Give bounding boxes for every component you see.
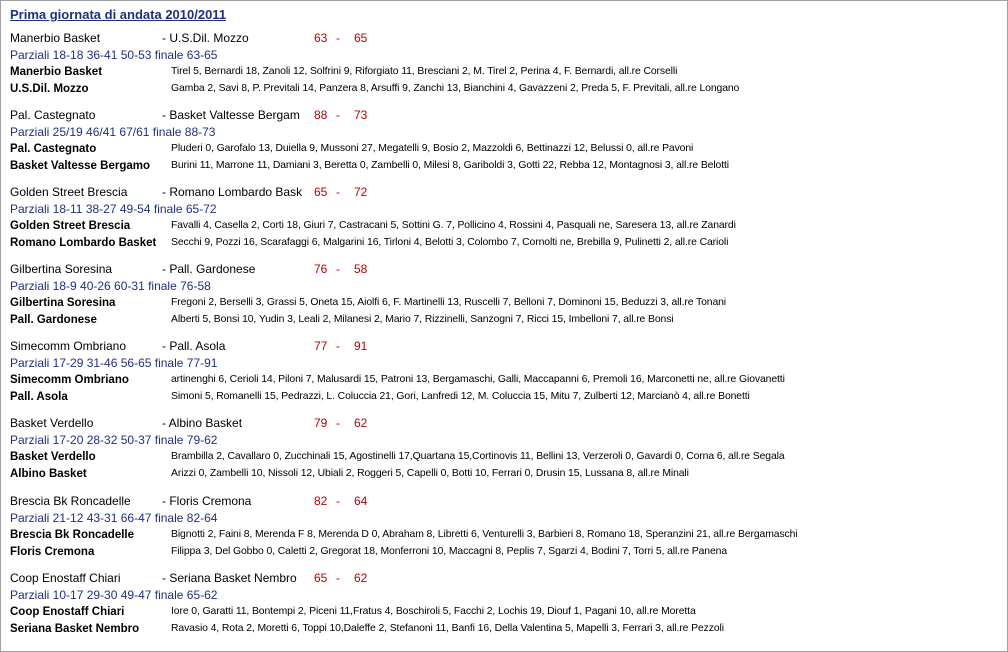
home-team: Simecomm Ombriano — [10, 339, 127, 353]
roster-team-name: Brescia Bk Roncadelle — [10, 529, 135, 541]
partial-scores: Parziali 18-9 40-26 60-31 finale 76-58 — [10, 279, 211, 293]
roster-players: Alberti 5, Bonsi 10, Yudin 3, Leali 2, Milanesi 2, Mario 7, Rizzinelli, Sanzogni 7, Ricci 15, Imbelloni 7, all.re Bonsi — [171, 314, 674, 325]
partial-scores: Parziali 18-11 38-27 49-54 finale 65-72 — [10, 202, 217, 216]
roster-team-name: Golden Street Brescia — [10, 220, 131, 232]
home-team: Pal. Castegnato — [10, 108, 96, 122]
roster-players: Gamba 2, Savi 8, P. Previtali 14, Panzera 8, Arsuffi 9, Zanchi 13, Bianchini 4, Gavazzeni 2, Preda 5, F. Previtali, all.re Longano — [171, 83, 740, 94]
score-separator: - — [336, 185, 340, 199]
away-score: 64 — [354, 494, 368, 508]
roster-team-name: Coop Enostaff Chiari — [10, 606, 125, 618]
away-team: - Seriana Basket Nembro — [162, 571, 297, 585]
score-separator: - — [336, 31, 340, 45]
home-team: Manerbio Basket — [10, 31, 101, 45]
home-score: 65 — [314, 185, 328, 199]
home-score: 76 — [314, 262, 328, 276]
roster-players: Ravasio 4, Rota 2, Moretti 6, Toppi 10,Daleffe 2, Stefanoni 11, Banfi 16, Della Valentina 5, Mapelli 3, Ferrari 3, all.re Pezzoli — [171, 623, 724, 634]
roster-team-name: Floris Cremona — [10, 546, 95, 558]
home-team: Golden Street Brescia — [10, 185, 128, 199]
roster-team-name: Pall. Gardonese — [10, 314, 97, 326]
partial-scores: Parziali 17-29 31-46 56-65 finale 77-91 — [10, 356, 218, 370]
home-score: 63 — [314, 31, 328, 45]
roster-team-name: Pall. Asola — [10, 391, 68, 403]
partial-scores: Parziali 17-20 28-32 50-37 finale 79-62 — [10, 433, 218, 447]
away-score: 62 — [354, 571, 368, 585]
roster-players: Pluderi 0, Garofalo 13, Duiella 9, Mussoni 27, Megatelli 9, Bosio 2, Mazzoldi 6, Bettinazzi 12, Belussi 0, all.re Pavoni — [171, 143, 694, 154]
away-score: 58 — [354, 262, 368, 276]
home-team: Coop Enostaff Chiari — [10, 571, 121, 585]
roster-team-name: Albino Basket — [10, 468, 87, 480]
roster-players: artinenghi 6, Cerioli 14, Piloni 7, Malusardi 15, Patroni 13, Bergamaschi, Galli, Maccapanni 6, Premoli 16, Marconetti ne, all.re Giovanetti — [171, 374, 785, 385]
roster-team-name: Basket Verdello — [10, 451, 96, 463]
away-team: - Romano Lombardo Bask — [162, 185, 303, 199]
away-score: 62 — [354, 416, 368, 430]
partial-scores: Parziali 21-12 43-31 66-47 finale 82-64 — [10, 511, 218, 525]
roster-players: Iore 0, Garatti 11, Bontempi 2, Piceni 11,Fratus 4, Boschiroli 5, Facchi 2, Lochis 19, Diouf 1, Pagani 10, all.re Moretta — [171, 606, 696, 617]
home-score: 79 — [314, 416, 328, 430]
score-separator: - — [336, 494, 340, 508]
roster-team-name: U.S.Dil. Mozzo — [10, 83, 89, 95]
roster-team-name: Seriana Basket Nembro — [10, 623, 140, 635]
away-score: 72 — [354, 185, 368, 199]
home-score: 65 — [314, 571, 328, 585]
away-team: - Floris Cremona — [162, 494, 252, 508]
away-score: 73 — [354, 108, 368, 122]
roster-team-name: Simecomm Ombriano — [10, 374, 129, 386]
away-team: - Albino Basket — [162, 416, 243, 430]
partial-scores: Parziali 18-18 36-41 50-53 finale 63-65 — [10, 48, 218, 62]
home-score: 77 — [314, 339, 328, 353]
roster-team-name: Gilbertina Soresina — [10, 297, 116, 309]
away-team: - Basket Valtesse Bergam — [162, 108, 300, 122]
roster-players: Bignotti 2, Faini 8, Merenda F 8, Merenda D 0, Abraham 8, Libretti 6, Venturelli 3, Barbieri 8, Romano 18, Speranzini 21, all.re Bergamaschi — [171, 529, 798, 540]
match-block — [10, 31, 1000, 103]
score-separator: - — [336, 416, 340, 430]
match-block — [10, 339, 1000, 411]
match-block — [10, 262, 1000, 334]
home-team: Basket Verdello — [10, 416, 94, 430]
roster-players: Burini 11, Marrone 11, Damiani 3, Beretta 0, Zambelli 0, Milesi 8, Gariboldi 3, Gotti 22, Rebba 12, Montagnosi 3, all.re Belotti — [171, 160, 730, 171]
score-separator: - — [336, 262, 340, 276]
home-score: 82 — [314, 494, 328, 508]
roster-players: Secchi 9, Pozzi 16, Scarafaggi 6, Malgarini 16, Tirloni 4, Belotti 3, Colombo 7, Cornolti ne, Brebilla 9, Pulinetti 2, all.re Carioli — [171, 237, 729, 248]
page-title[interactable]: Prima giornata di andata 2010/2011 — [10, 7, 227, 22]
roster-players: Favalli 4, Casella 2, Corti 18, Giuri 7, Castracani 5, Sottini G. 7, Pollicino 4, Rossini 4, Pasquali ne, Saresera 13, all.re Zanardi — [171, 220, 736, 231]
roster-players: Arizzi 0, Zambelli 10, Nissoli 12, Ubiali 2, Roggeri 5, Capelli 0, Botti 10, Ferrari 0, Drusin 15, Lussana 8, all.re Minali — [171, 468, 689, 479]
match-block — [10, 571, 1000, 643]
away-score: 65 — [354, 31, 368, 45]
match-block — [10, 416, 1000, 488]
roster-players: Fregoni 2, Berselli 3, Grassi 5, Oneta 15, Aiolfi 6, F. Martinelli 13, Ruscelli 7, Belloni 7, Dominoni 15, Beduzzi 3, all.re Tonani — [171, 297, 727, 308]
roster-players: Brambilla 2, Cavallaro 0, Zucchinali 15, Agostinelli 17,Quartana 15,Cortinovis 11, Bellini 13, Verzeroli 0, Gavardi 0, Corna 6, all.re Segala — [171, 451, 785, 462]
roster-team-name: Romano Lombardo Basket — [10, 237, 157, 249]
score-separator: - — [336, 339, 340, 353]
away-team: - Pall. Asola — [162, 339, 226, 353]
match-block — [10, 108, 1000, 180]
home-team: Brescia Bk Roncadelle — [10, 494, 131, 508]
roster-players: Simoni 5, Romanelli 15, Pedrazzi, L. Coluccia 21, Gori, Lanfredi 12, M. Coluccia 15, Mitu 7, Zulberti 12, Marcianò 4, all.re Bonetti — [171, 391, 750, 402]
home-score: 88 — [314, 108, 328, 122]
partial-scores: Parziali 10-17 29-30 49-47 finale 65-62 — [10, 588, 218, 602]
match-block — [10, 185, 1000, 257]
score-separator: - — [336, 108, 340, 122]
roster-team-name: Manerbio Basket — [10, 66, 103, 78]
away-team: - U.S.Dil. Mozzo — [162, 31, 249, 45]
score-separator: - — [336, 571, 340, 585]
partial-scores: Parziali 25/19 46/41 67/61 finale 88-73 — [10, 125, 216, 139]
roster-team-name: Pal. Castegnato — [10, 143, 97, 155]
roster-team-name: Basket Valtesse Bergamo — [10, 160, 150, 172]
home-team: Gilbertina Soresina — [10, 262, 113, 276]
roster-players: Filippa 3, Del Gobbo 0, Caletti 2, Gregorat 18, Monferroni 10, Maccagni 8, Peplis 7, Sgarzi 4, Bodini 7, Torri 5, all.re Panena — [171, 546, 728, 557]
roster-players: Tirel 5, Bernardi 18, Zanoli 12, Solfrini 9, Riforgiato 11, Bresciani 2, M. Tirel 2, Perina 4, F. Bernardi, all.re Corselli — [171, 66, 678, 77]
away-score: 91 — [354, 339, 368, 353]
away-team: - Pall. Gardonese — [162, 262, 256, 276]
match-block — [10, 494, 1000, 566]
